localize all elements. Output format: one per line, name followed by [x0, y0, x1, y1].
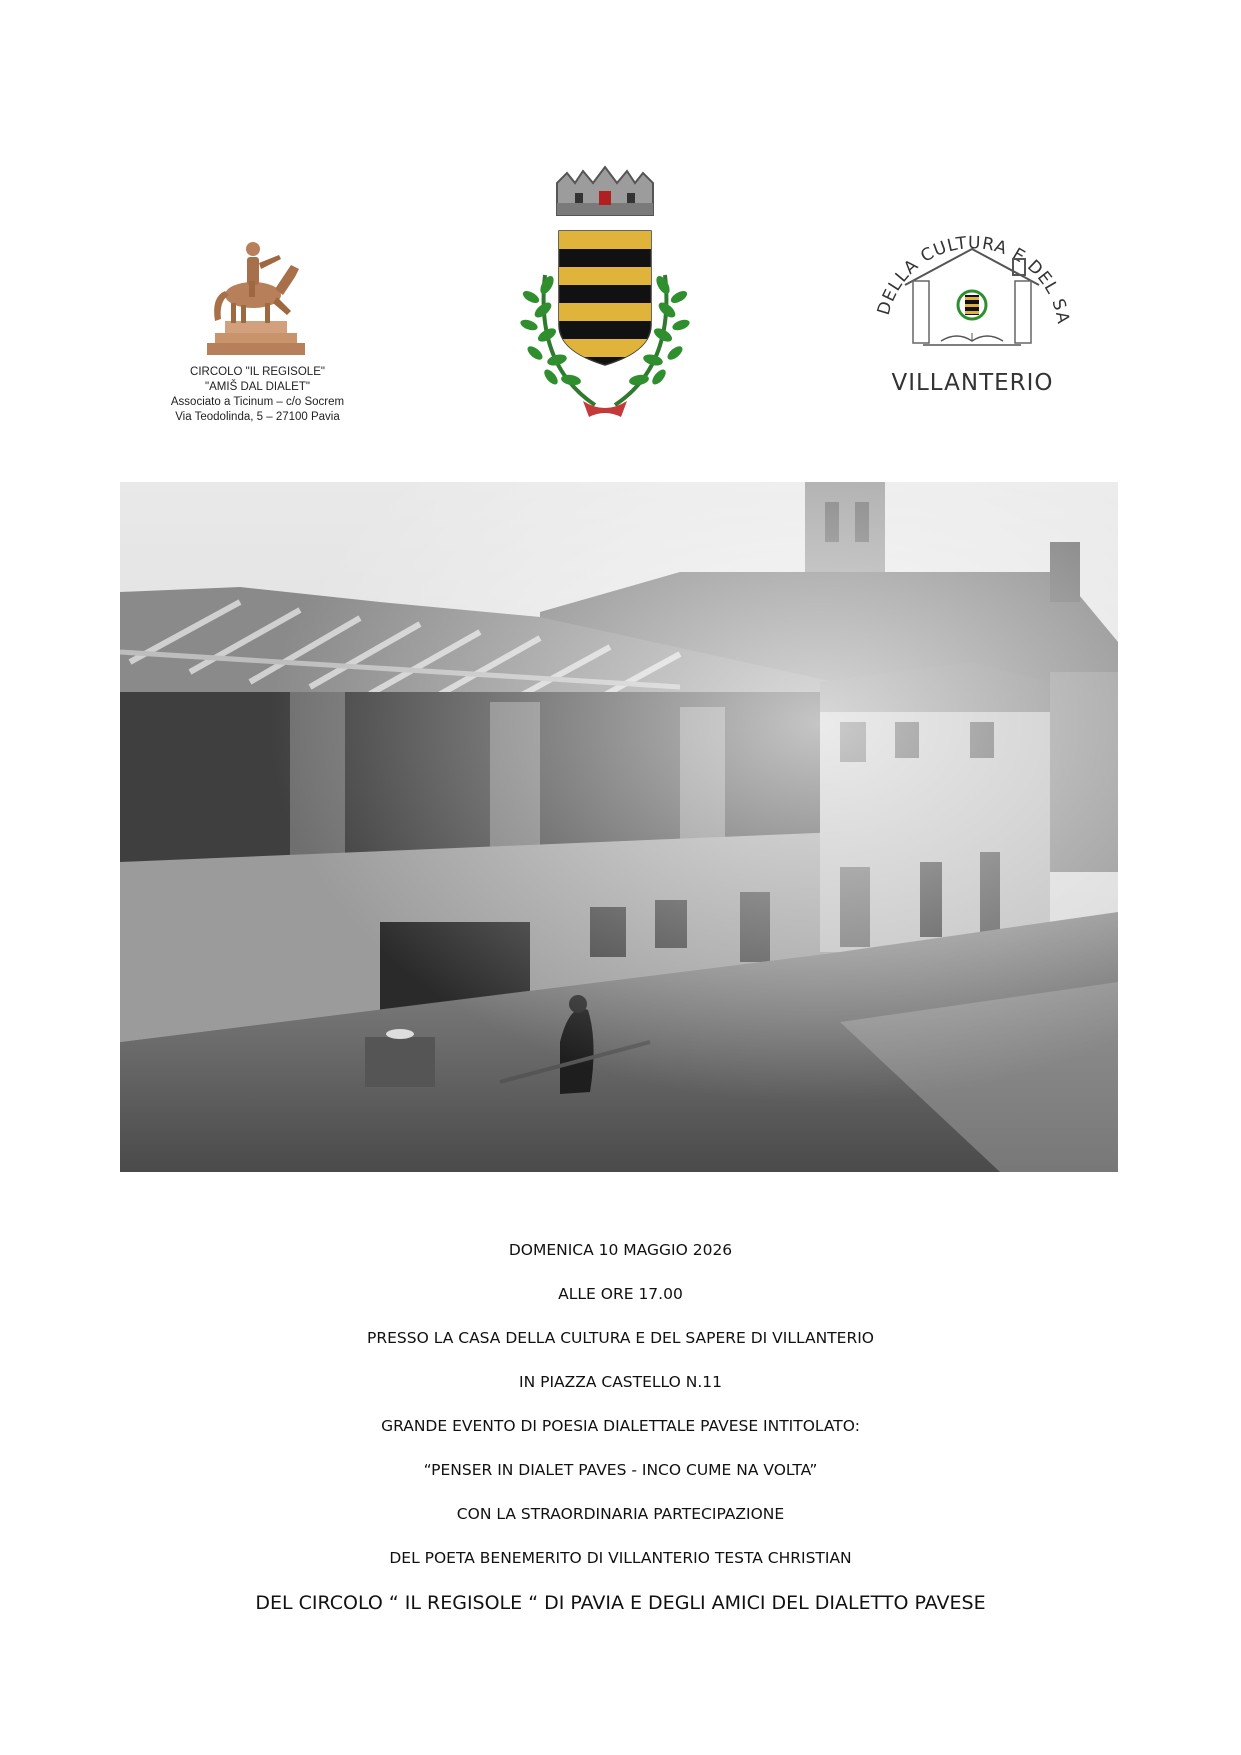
event-address: IN PIAZZA CASTELLO N.11	[519, 1373, 722, 1391]
event-venue: PRESSO LA CASA DELLA CULTURA E DEL SAPERE DI VILLANTERIO	[367, 1329, 874, 1347]
event-date: DOMENICA 10 MAGGIO 2026	[508, 1241, 733, 1259]
event-poet: DEL POETA BENEMERITO DI VILLANTERIO TESTA CHRISTIAN	[389, 1549, 852, 1567]
historic-photo	[120, 482, 1118, 1172]
coat-of-arms-logo	[505, 165, 705, 420]
historic-photo-courtyard-icon	[120, 482, 1118, 1172]
event-description: GRANDE EVENTO DI POESIA DIALETTALE PAVESE INTITOLATO:	[381, 1417, 860, 1435]
circolo-line-3: Associato a Ticinum – c/o Socrem	[170, 396, 345, 408]
event-title: “PENSER IN DIALET PAVES - INCO CUME NA VOLTA”	[423, 1461, 818, 1479]
logo-arc-text: DELLA CULTURA E DEL SA	[873, 233, 1074, 327]
event-organizers: DEL CIRCOLO “ IL REGISOLE “ DI PAVIA E DEGLI AMICI DEL DIALETTO PAVESE	[255, 1592, 986, 1614]
circolo-line-2: "AMIŠ DAL DIALET"	[205, 381, 310, 393]
equestrian-statue-icon	[195, 225, 320, 360]
municipal-coat-of-arms-icon	[505, 165, 705, 420]
casa-della-cultura-logo-icon	[865, 215, 1080, 375]
circolo-line-4: Via Teodolinda, 5 – 27100 Pavia	[175, 411, 340, 423]
logo-villanterio-text: VILLANTERIO	[891, 370, 1054, 396]
circolo-regisole-logo	[150, 225, 365, 425]
circolo-line-1: CIRCOLO "IL REGISOLE"	[190, 366, 325, 378]
circolo-info	[150, 365, 365, 425]
event-time: ALLE ORE 17.00	[558, 1285, 683, 1303]
event-announcement	[0, 1238, 1241, 1634]
casa-della-cultura-logo	[865, 215, 1080, 415]
event-participation: CON LA STRAORDINARIA PARTECIPAZIONE	[456, 1505, 785, 1523]
